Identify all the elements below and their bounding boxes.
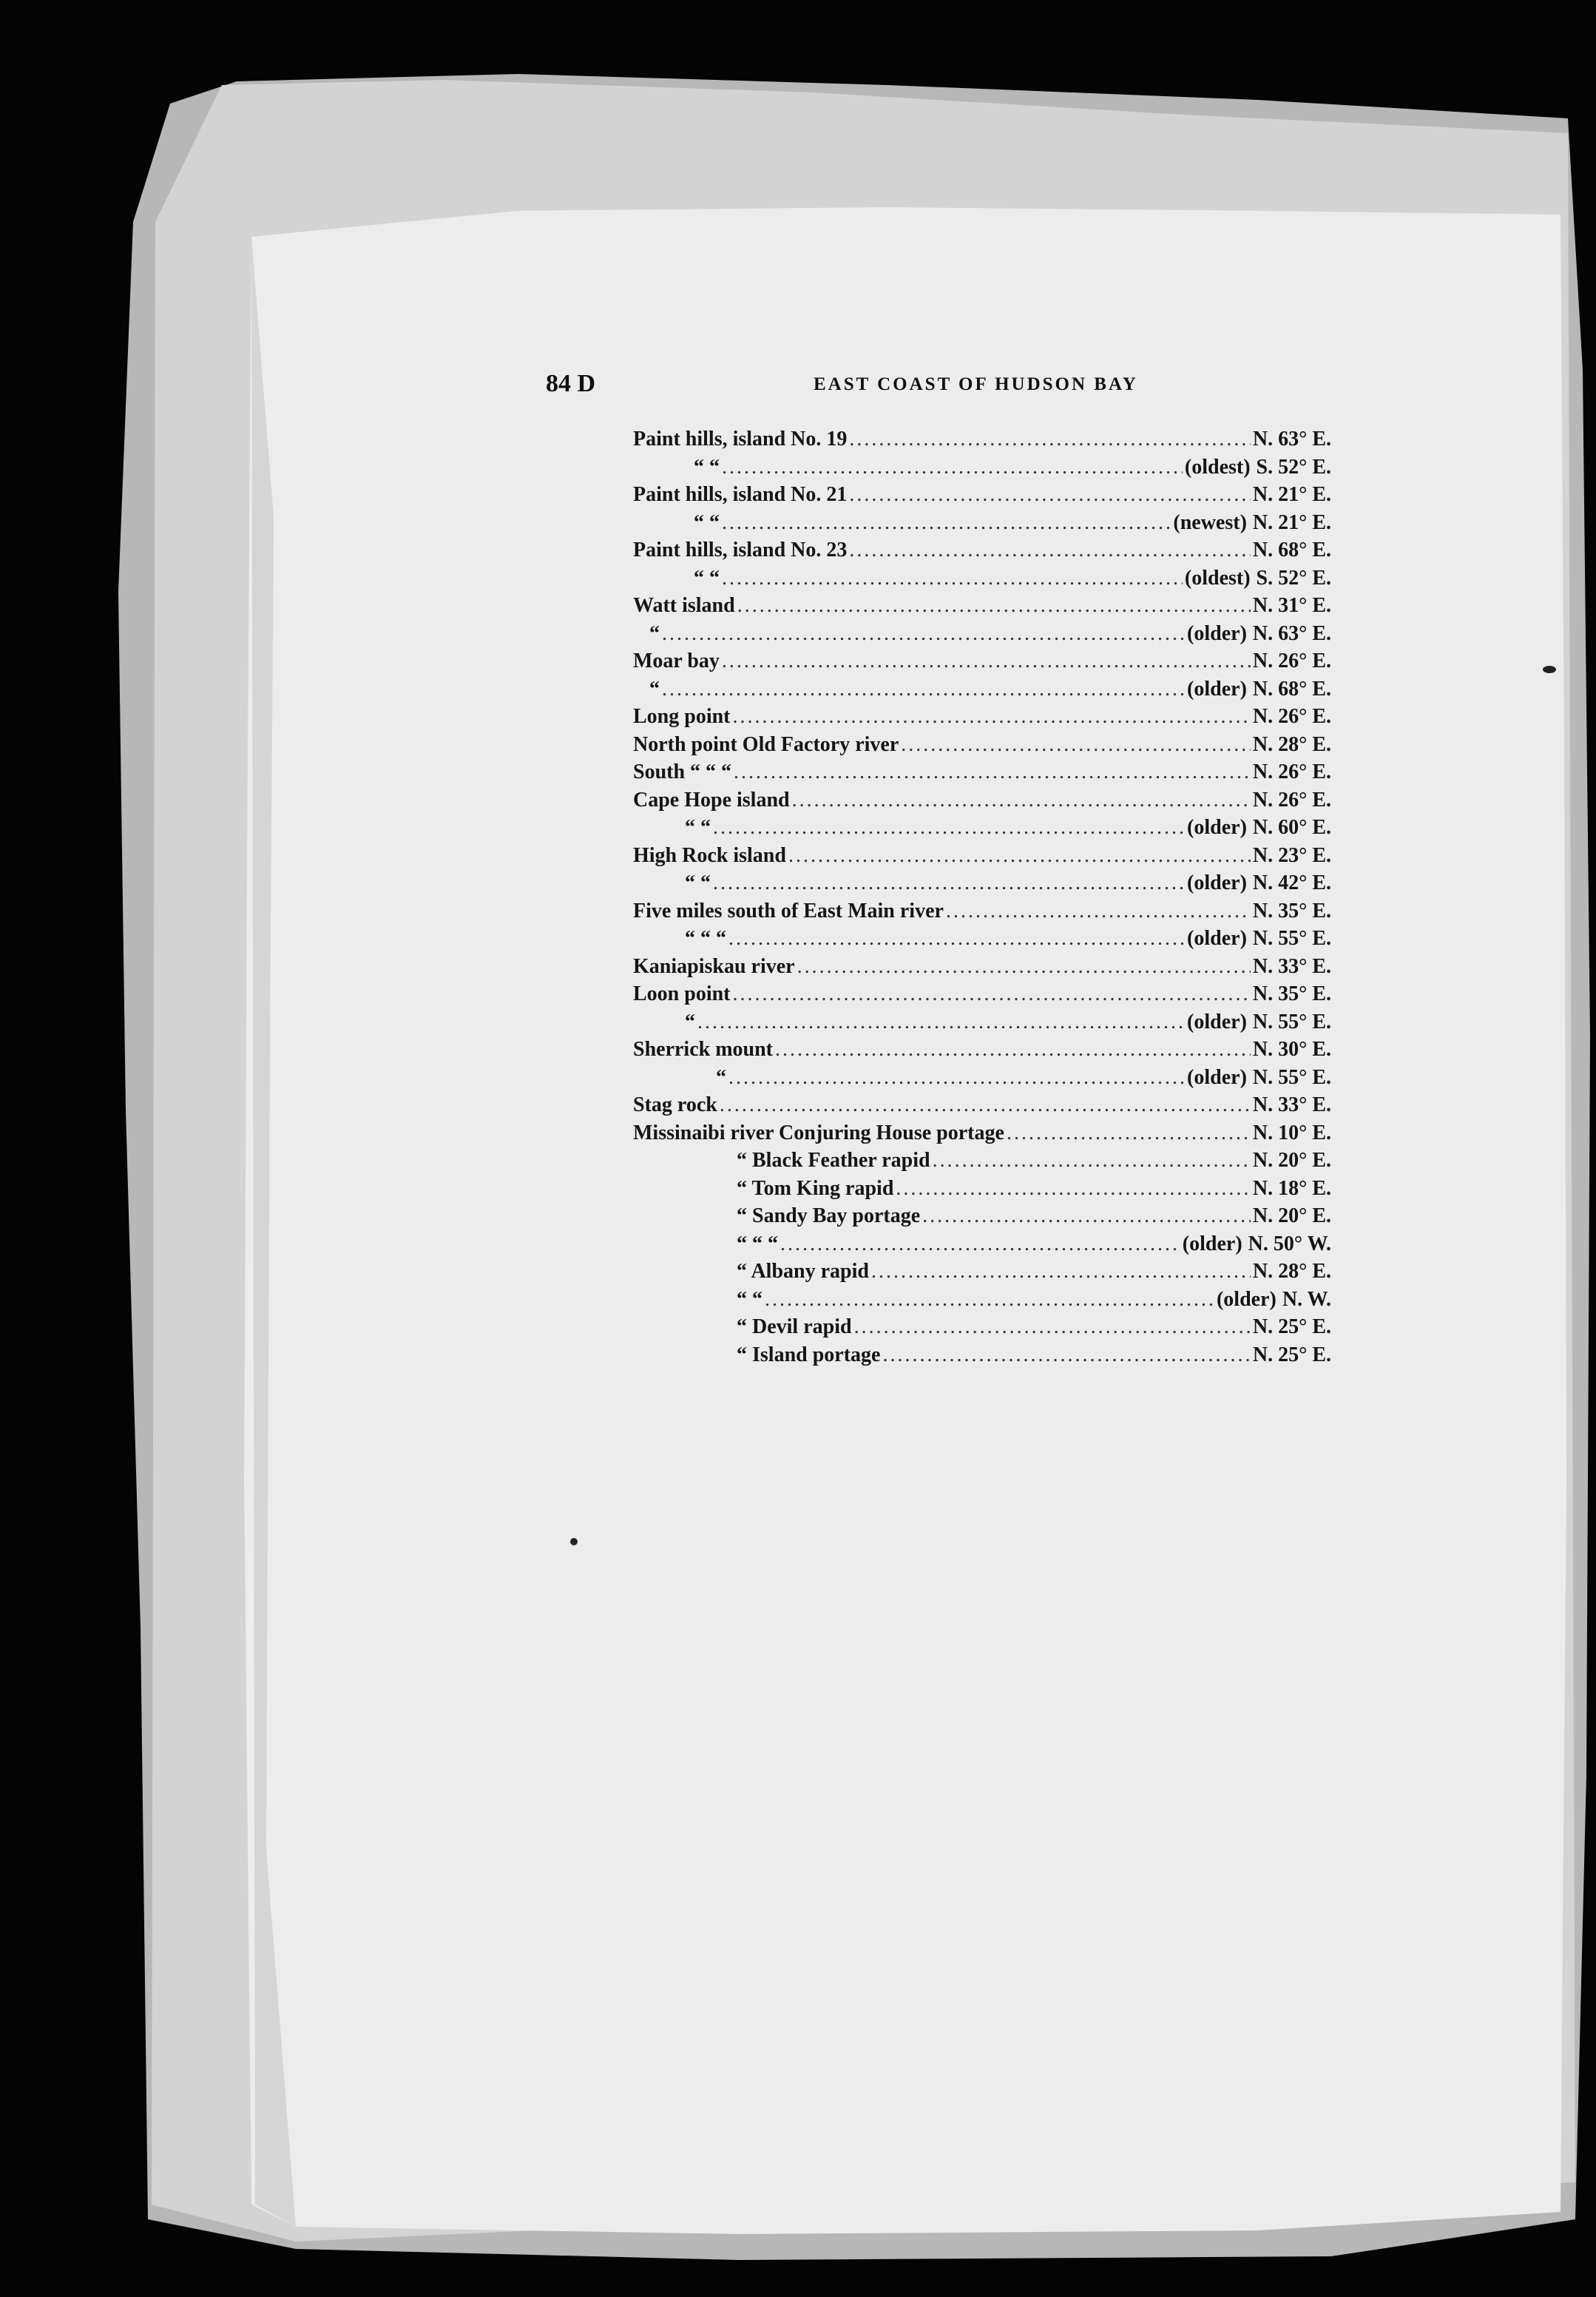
bearing-text: S. 52° E.	[1256, 566, 1331, 590]
dot-leader	[780, 1232, 1180, 1256]
location-label: “ Island portage	[737, 1343, 881, 1366]
table-row	[633, 844, 1331, 872]
location-label: Paint hills, island No. 19	[633, 428, 848, 451]
dot-leader	[871, 1260, 1251, 1284]
location-label: “ “	[694, 566, 720, 590]
location-label: “ Black Feather rapid	[737, 1149, 930, 1172]
dot-leader	[728, 927, 1185, 951]
dot-leader	[854, 1315, 1251, 1339]
location-label: Watt island	[633, 594, 735, 617]
location-label: “ “	[685, 871, 711, 894]
table-row	[633, 816, 1331, 844]
bearing-text: N. 63° E.	[1252, 621, 1331, 645]
age-note: (older)	[1187, 677, 1247, 701]
bearing-value	[1187, 622, 1331, 646]
location-label: Missinaibi river Conjuring House portage	[633, 1121, 1004, 1144]
location-label: “ “	[737, 1287, 763, 1311]
location-label: “ Tom King rapid	[737, 1176, 894, 1200]
bearing-text: N. 35° E.	[1252, 899, 1331, 922]
bearing-text: N. W.	[1282, 1287, 1331, 1311]
age-note: (older)	[1187, 621, 1247, 645]
dot-leader	[728, 1066, 1185, 1090]
dot-leader	[933, 1149, 1251, 1173]
bearing-value	[1185, 456, 1331, 479]
dot-leader	[733, 982, 1251, 1006]
page-header	[0, 370, 1596, 407]
dot-leader	[662, 622, 1185, 646]
bearing-text: N. 68° E.	[1252, 677, 1331, 701]
bearing-text: N. 23° E.	[1252, 843, 1331, 867]
dot-leader	[722, 456, 1183, 479]
table-row	[633, 760, 1331, 789]
bearing-text: N. 30° E.	[1252, 1038, 1331, 1061]
bearing-value	[1183, 1232, 1331, 1256]
location-label: Moar bay	[633, 650, 720, 672]
dot-leader	[697, 1011, 1185, 1034]
bearing-text: N. 68° E.	[1252, 539, 1331, 561]
dot-leader	[713, 816, 1185, 840]
table-row	[633, 1204, 1331, 1232]
table-row	[633, 1149, 1331, 1177]
location-label: Kaniapiskau river	[633, 954, 795, 978]
table-row	[633, 1093, 1331, 1121]
bearing-value	[1187, 1011, 1331, 1034]
table-row	[633, 871, 1331, 900]
table-row	[633, 1260, 1331, 1288]
dot-leader	[737, 594, 1251, 618]
dot-leader	[765, 1288, 1214, 1312]
dot-leader	[722, 567, 1183, 590]
dot-leader	[722, 650, 1251, 673]
location-label: “	[685, 1010, 695, 1033]
bearing-text: N. 26° E.	[1252, 760, 1331, 783]
bearing-text: N. 60° E.	[1252, 816, 1331, 839]
bearing-value	[1253, 1093, 1331, 1117]
dot-leader	[722, 511, 1171, 535]
bearing-text: N. 20° E.	[1252, 1204, 1331, 1227]
bearing-text: N. 50° W.	[1248, 1232, 1331, 1255]
bearing-value	[1253, 760, 1331, 784]
location-label: “ “	[694, 455, 720, 479]
dot-leader	[734, 760, 1251, 784]
location-label: “	[716, 1065, 726, 1089]
location-label: South “ “ “	[633, 760, 732, 783]
bearing-value	[1253, 705, 1331, 729]
bearing-text: N. 28° E.	[1252, 732, 1331, 756]
dot-leader	[849, 428, 1251, 451]
bearing-value	[1217, 1288, 1331, 1312]
age-note: (older)	[1182, 1232, 1242, 1255]
bearing-text: N. 55° E.	[1252, 927, 1331, 950]
table-row	[633, 705, 1331, 733]
table-row	[633, 1038, 1331, 1066]
age-note: (older)	[1216, 1287, 1277, 1311]
dot-leader	[662, 678, 1185, 701]
page-number: 84 D	[546, 370, 596, 397]
table-row	[633, 483, 1331, 511]
location-label: Long point	[633, 705, 731, 728]
bearing-value	[1253, 955, 1331, 979]
bearing-text: S. 52° E.	[1256, 455, 1331, 479]
bearing-value	[1253, 650, 1331, 673]
table-row	[633, 539, 1331, 567]
table-row	[633, 594, 1331, 622]
bearing-text: N. 33° E.	[1252, 954, 1331, 978]
location-label: “	[649, 677, 660, 701]
bearing-value	[1253, 1038, 1331, 1062]
table-row	[633, 1121, 1331, 1150]
location-label: Loon point	[633, 982, 731, 1005]
location-label: “	[649, 621, 660, 645]
table-row	[633, 511, 1331, 539]
table-row	[633, 733, 1331, 761]
bearing-value	[1253, 733, 1331, 757]
table-row	[633, 1288, 1331, 1316]
table-row	[633, 456, 1331, 484]
bearing-text: N. 63° E.	[1252, 428, 1331, 451]
table-row	[633, 1177, 1331, 1205]
table-row	[633, 1343, 1331, 1372]
table-row	[633, 428, 1331, 456]
bearing-value	[1253, 483, 1331, 507]
bearing-text: N. 55° E.	[1252, 1065, 1331, 1089]
table-row	[633, 622, 1331, 650]
bearing-text: N. 33° E.	[1252, 1093, 1331, 1116]
bearing-text: N. 55° E.	[1252, 1010, 1331, 1033]
table-row	[633, 650, 1331, 678]
bearing-text: N. 25° E.	[1252, 1315, 1331, 1338]
dot-leader	[946, 900, 1251, 923]
bearing-value	[1187, 816, 1331, 840]
age-note: (oldest)	[1184, 455, 1251, 479]
dot-leader	[775, 1038, 1251, 1062]
bearing-text: N. 28° E.	[1252, 1260, 1331, 1283]
bearing-text: N. 26° E.	[1252, 788, 1331, 812]
table-row	[633, 789, 1331, 817]
dot-leader	[713, 871, 1185, 895]
bearing-value	[1253, 594, 1331, 618]
location-label: Paint hills, island No. 21	[633, 483, 848, 506]
dot-leader	[1007, 1121, 1251, 1145]
age-note: (older)	[1187, 871, 1247, 894]
bearing-value	[1253, 1204, 1331, 1228]
dot-leader	[720, 1093, 1251, 1117]
bearing-value	[1253, 1343, 1331, 1367]
age-note: (newest)	[1173, 510, 1247, 534]
bearing-text: N. 26° E.	[1252, 705, 1331, 728]
location-label: “ “	[685, 816, 711, 839]
age-note: (oldest)	[1184, 566, 1251, 590]
dot-leader	[901, 733, 1251, 757]
location-label: “ Albany rapid	[737, 1260, 869, 1283]
bearing-text: N. 10° E.	[1252, 1121, 1331, 1144]
dot-leader	[849, 483, 1251, 507]
table-row	[633, 1066, 1331, 1094]
age-note: (older)	[1187, 927, 1247, 950]
bearings-table	[633, 428, 1331, 1371]
location-label: “ “	[694, 510, 720, 534]
bearing-value	[1187, 678, 1331, 701]
location-label: Five miles south of East Main river	[633, 899, 944, 922]
bearing-text: N. 21° E.	[1252, 483, 1331, 506]
location-label: “ Devil rapid	[737, 1315, 852, 1338]
table-row	[633, 982, 1331, 1011]
dot-leader	[882, 1343, 1250, 1367]
location-label: “ Sandy Bay portage	[737, 1204, 921, 1227]
location-label: North point Old Factory river	[633, 732, 899, 756]
dot-leader	[792, 789, 1251, 812]
bearing-value	[1253, 789, 1331, 812]
bearing-value	[1253, 982, 1331, 1006]
table-row	[633, 1315, 1331, 1343]
dot-leader	[922, 1204, 1251, 1228]
dot-leader	[896, 1177, 1251, 1201]
bearing-value	[1253, 844, 1331, 868]
location-label: Stag rock	[633, 1093, 717, 1116]
bearing-text: N. 35° E.	[1252, 982, 1331, 1005]
bearing-text: N. 18° E.	[1252, 1176, 1331, 1200]
bearing-value	[1253, 1121, 1331, 1145]
bearing-text: N. 42° E.	[1252, 871, 1331, 894]
bearing-value	[1187, 927, 1331, 951]
age-note: (older)	[1187, 1010, 1247, 1033]
dot-leader	[733, 705, 1251, 729]
location-label: Sherrick mount	[633, 1038, 773, 1061]
page-title: EAST COAST OF HUDSON BAY	[814, 374, 1138, 394]
bearing-value	[1253, 539, 1331, 562]
table-row	[633, 955, 1331, 983]
table-row	[633, 1232, 1331, 1261]
bearing-value	[1253, 1260, 1331, 1284]
location-label: “ “ “	[737, 1232, 778, 1255]
bearing-value	[1187, 871, 1331, 895]
location-label: Paint hills, island No. 23	[633, 539, 848, 561]
location-label: Cape Hope island	[633, 788, 790, 812]
bearing-value	[1253, 900, 1331, 923]
bearing-value	[1187, 1066, 1331, 1090]
dot-leader	[849, 539, 1251, 562]
location-label: “ “ “	[685, 927, 726, 950]
dot-leader	[797, 955, 1251, 979]
bearing-value	[1253, 1149, 1331, 1173]
bearing-value	[1173, 511, 1331, 535]
bearing-value	[1253, 1315, 1331, 1339]
table-row	[633, 900, 1331, 928]
bearing-text: N. 21° E.	[1252, 510, 1331, 534]
bearing-text: N. 31° E.	[1252, 594, 1331, 617]
bearing-text: N. 25° E.	[1252, 1343, 1331, 1366]
bearing-value	[1253, 1177, 1331, 1201]
table-row	[633, 678, 1331, 706]
bearing-value	[1253, 428, 1331, 451]
bearing-text: N. 20° E.	[1252, 1149, 1331, 1172]
age-note: (older)	[1187, 816, 1247, 839]
dot-leader	[788, 844, 1251, 868]
location-label: High Rock island	[633, 843, 786, 867]
bearing-text: N. 26° E.	[1252, 650, 1331, 672]
table-row	[633, 927, 1331, 955]
table-row	[633, 1011, 1331, 1039]
bearing-value	[1185, 567, 1331, 590]
table-row	[633, 567, 1331, 595]
age-note: (older)	[1187, 1065, 1247, 1089]
